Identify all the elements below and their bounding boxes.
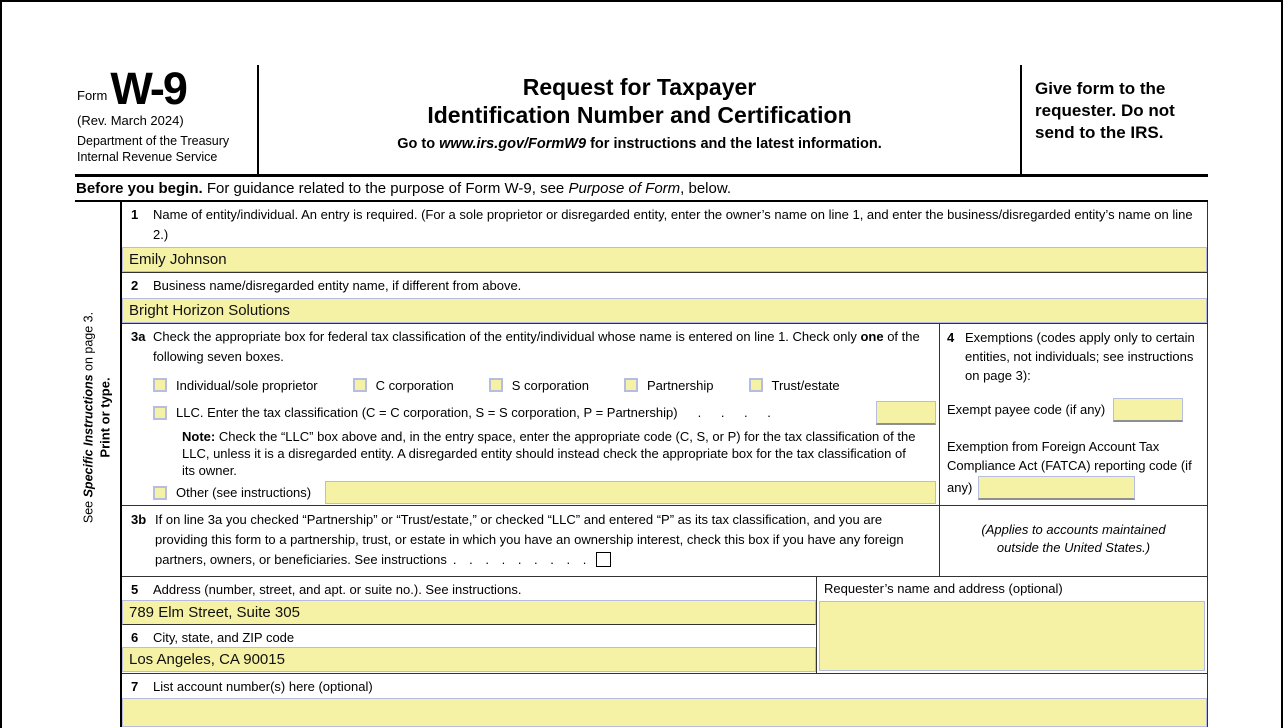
line7-number: 7 bbox=[131, 679, 139, 694]
line4-label: Exemptions (codes apply only to certain entities, not individuals; see instructions on page 3): bbox=[965, 330, 1195, 383]
give-form-note: Give form to the requester. Do not send to the IRS. bbox=[1020, 65, 1208, 174]
line2-number: 2 bbox=[131, 278, 139, 293]
llc-label: LLC. Enter the tax classification (C = C corporation, S = S corporation, P = Partnership) bbox=[176, 405, 678, 420]
line3b-section bbox=[122, 505, 939, 570]
line7-label: List account number(s) here (optional) bbox=[153, 679, 373, 694]
line5-number: 5 bbox=[131, 582, 139, 597]
form-id-block bbox=[75, 65, 259, 174]
line5-6-row bbox=[122, 577, 1207, 674]
name-input[interactable]: Emily Johnson bbox=[122, 247, 1207, 272]
line3a-number: 3a bbox=[131, 329, 146, 344]
city-state-zip-input[interactable]: Los Angeles, CA 90015 bbox=[122, 647, 816, 672]
option-partnership: Partnership bbox=[624, 378, 713, 393]
requester-section bbox=[817, 577, 1207, 673]
form-header bbox=[75, 65, 1208, 177]
c-corporation-checkbox[interactable] bbox=[353, 378, 367, 392]
line4-section bbox=[940, 324, 1207, 576]
option-s-corporation: S corporation bbox=[489, 378, 589, 393]
line4-divider bbox=[940, 505, 1207, 506]
foreign-partners-checkbox[interactable] bbox=[596, 552, 611, 567]
trust-estate-checkbox[interactable] bbox=[749, 378, 763, 392]
llc-note: Note: Check the “LLC” box above and, in the entry space, enter the appropriate code (C, S, or P) for the tax classification of the LLC, unless it is a disregarded entity. A disregarded entity should instead check the appropriate box for the tax classification of its owner. bbox=[182, 429, 916, 478]
line3a-label: Check the appropriate box for federal tax classification of the entity/individual whose name is entered on line 1. Check only one of the following seven boxes. bbox=[153, 329, 920, 364]
line3b-dot-leader: . . . . . . . . . bbox=[452, 552, 587, 568]
individual-checkbox[interactable] bbox=[153, 378, 167, 392]
applies-note: (Applies to accounts maintained outside the United States.) bbox=[981, 522, 1166, 556]
see-instructions-label: See Specific Instructions on page 3. bbox=[81, 311, 96, 524]
agency-line: Internal Revenue Service bbox=[77, 149, 218, 164]
line6-label: City, state, and ZIP code bbox=[153, 630, 295, 645]
address-section bbox=[122, 577, 817, 673]
business-name-input[interactable]: Bright Horizon Solutions bbox=[122, 298, 1207, 323]
line7-row bbox=[122, 674, 1207, 727]
address-input[interactable]: 789 Elm Street, Suite 305 bbox=[122, 600, 816, 625]
line6-number: 6 bbox=[131, 630, 139, 645]
partnership-checkbox[interactable] bbox=[624, 378, 638, 392]
before-you-begin: Before you begin. For guidance related to the purpose of Form W-9, see Purpose of Form, below. bbox=[75, 177, 1208, 202]
line3b-label: If on line 3a you checked “Partnership” or “Trust/estate,” or checked “LLC” and entered “P” as its tax classification, and you are providing this form to a partnership, trust, or estate in which you have an ownership interest, check this box if you have any foreign partners, owners, or beneficiaries. See instructions . . . . . . . . . bbox=[155, 512, 904, 568]
fatca-row bbox=[947, 437, 1199, 500]
other-checkbox[interactable] bbox=[153, 486, 167, 500]
llc-checkbox[interactable] bbox=[153, 406, 167, 420]
department-line: Department of the Treasury bbox=[77, 133, 230, 148]
llc-dot-leader: . . . . bbox=[697, 405, 772, 420]
s-corporation-checkbox[interactable] bbox=[489, 378, 503, 392]
exempt-payee-label: Exempt payee code (if any) bbox=[947, 402, 1106, 418]
goto-line: Go to www.irs.gov/FormW9 for instructions and the latest information. bbox=[397, 136, 882, 153]
form-number: W-9 bbox=[110, 63, 186, 114]
print-or-type-label: Print or type. bbox=[97, 377, 113, 458]
llc-code-input[interactable] bbox=[876, 401, 936, 425]
w9-form bbox=[75, 65, 1208, 727]
account-numbers-input[interactable] bbox=[122, 698, 1207, 727]
form-title: Request for Taxpayer Identification Number and Certification bbox=[427, 74, 852, 128]
line3a-section bbox=[122, 324, 940, 576]
requester-input[interactable] bbox=[819, 601, 1205, 671]
line2-label: Business name/disregarded entity name, if different from above. bbox=[153, 278, 522, 293]
form-word: Form bbox=[77, 87, 108, 103]
line2-row bbox=[122, 273, 1207, 324]
other-label: Other (see instructions) bbox=[176, 485, 312, 500]
exempt-payee-input[interactable] bbox=[1113, 398, 1183, 422]
line1-label: Name of entity/individual. An entry is required. (For a sole proprietor or disregarded entity, enter the owner’s name on line 1, and enter the business/disregarded entity’s name on line 2.) bbox=[153, 207, 1193, 242]
print-or-type-sidebar bbox=[75, 202, 120, 727]
line3b-number: 3b bbox=[131, 512, 147, 527]
fatca-label: Exemption from Foreign Account Tax Compliance Act (FATCA) reporting code (if any) bbox=[947, 438, 1192, 495]
option-individual: Individual/sole proprietor bbox=[153, 378, 318, 393]
option-trust-estate: Trust/estate bbox=[749, 378, 840, 393]
requester-label: Requester’s name and address (optional) bbox=[824, 581, 1063, 596]
option-c-corporation: C corporation bbox=[353, 378, 454, 393]
llc-option-row bbox=[153, 399, 939, 426]
line3-4-row bbox=[122, 324, 1207, 577]
line4-number: 4 bbox=[947, 330, 955, 345]
line5-label: Address (number, street, and apt. or suite no.). See instructions. bbox=[153, 582, 522, 597]
line1-number: 1 bbox=[131, 207, 139, 222]
other-option-row bbox=[153, 480, 939, 505]
line1-row bbox=[122, 202, 1207, 273]
fatca-code-input[interactable] bbox=[978, 476, 1135, 500]
tax-classification-options bbox=[153, 371, 939, 399]
form-title-block bbox=[259, 65, 1020, 174]
irs-url: www.irs.gov/FormW9 bbox=[439, 136, 587, 153]
form-fields-table bbox=[120, 202, 1208, 727]
exempt-payee-row bbox=[947, 398, 1199, 422]
other-input[interactable] bbox=[325, 481, 936, 504]
form-revision: (Rev. March 2024) bbox=[77, 112, 184, 128]
